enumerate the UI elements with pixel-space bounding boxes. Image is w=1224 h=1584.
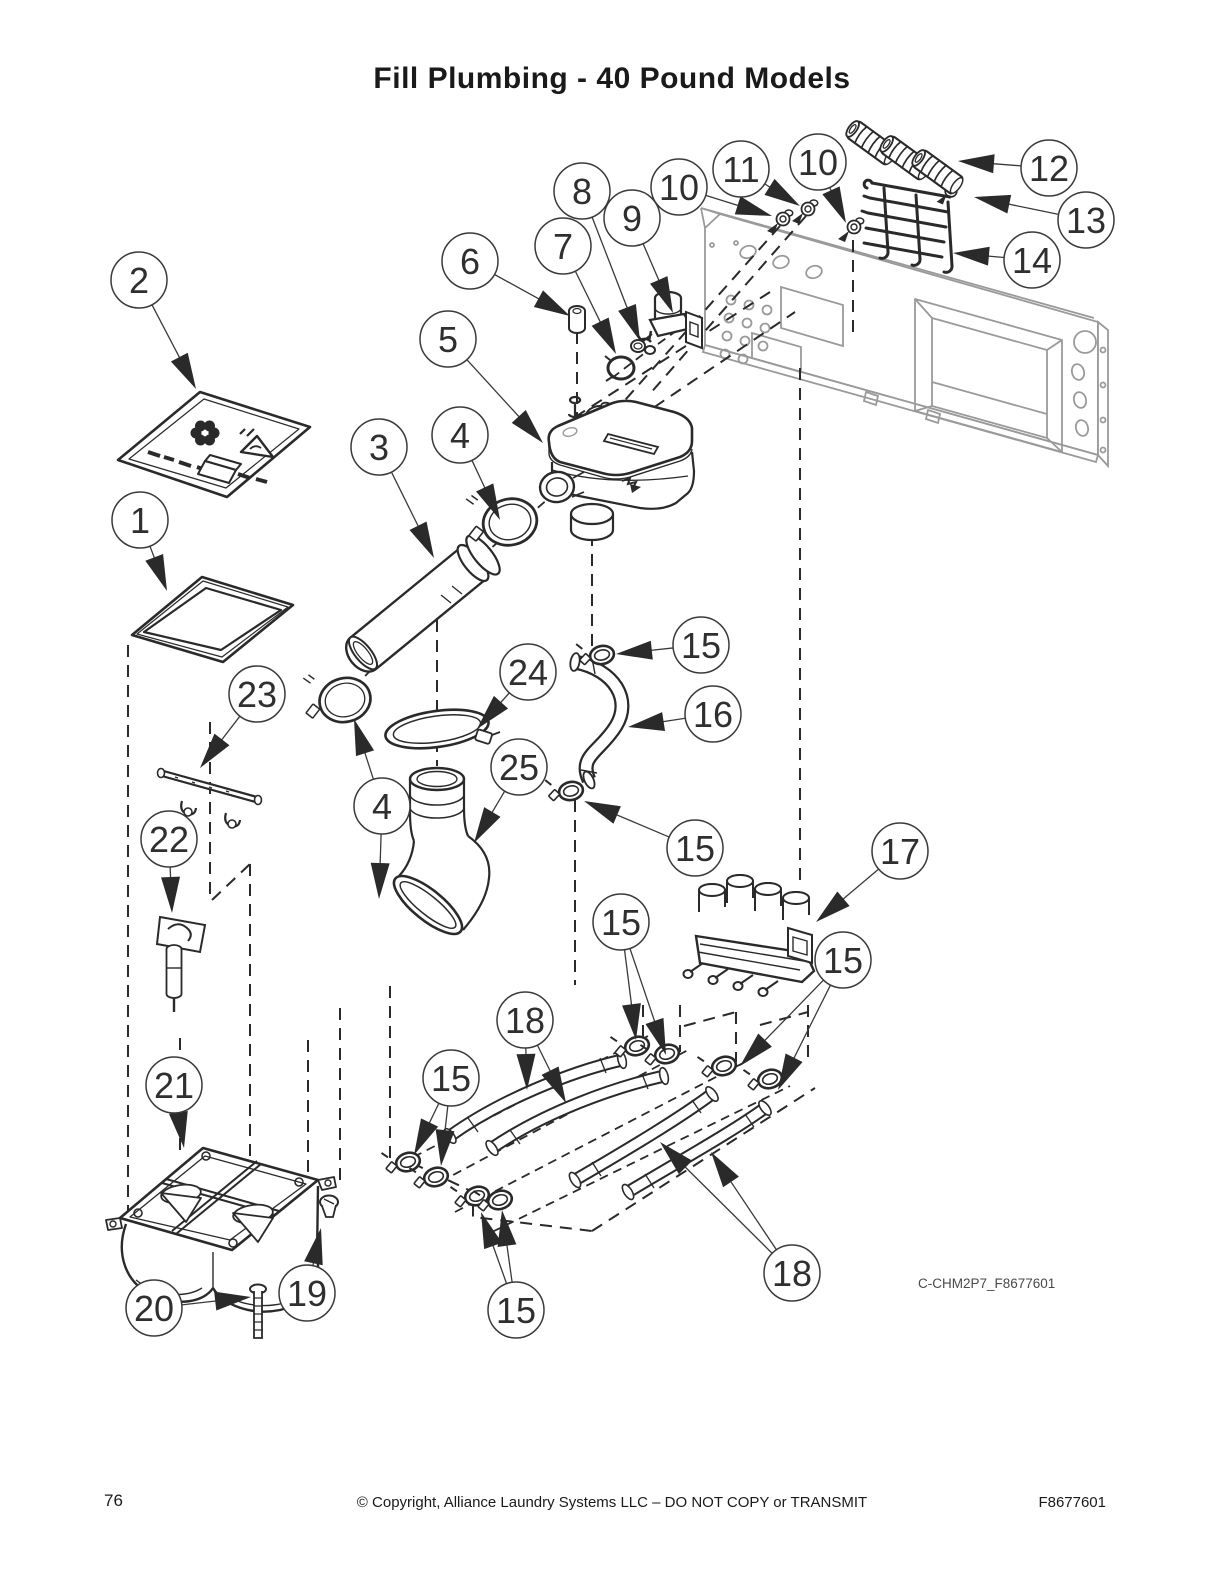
leader-line (391, 472, 420, 531)
callout-12 (958, 140, 1077, 196)
balloon-number: 10 (658, 167, 700, 208)
callout-25 (474, 739, 547, 843)
leader-line (612, 813, 670, 837)
balloon-number: 2 (128, 260, 150, 301)
leader-arrowhead (200, 734, 229, 768)
vacuum-breaker-tank (538, 397, 694, 540)
callout-15 (593, 894, 666, 1055)
projection-dashes (128, 216, 853, 1238)
leader-line (761, 980, 824, 1044)
leader-arrowhead (145, 554, 167, 591)
page-title: Fill Plumbing - 40 Pound Models (373, 62, 851, 95)
leader-arrowhead (161, 877, 180, 913)
leader-arrowhead (592, 317, 616, 354)
balloon-number: 24 (507, 652, 549, 693)
balloon-number: 25 (498, 747, 540, 788)
dispenser-lid (118, 392, 310, 497)
fill-tube (344, 531, 505, 674)
balloon-number: 14 (1011, 240, 1053, 281)
balloon-number: 7 (552, 226, 574, 267)
balloon-number: 15 (600, 902, 642, 943)
callout-15 (616, 617, 729, 673)
callout-22 (141, 811, 197, 913)
leader-arrowhead (304, 1228, 323, 1265)
leader-arrowhead (171, 353, 196, 389)
balloon-number: 4 (449, 415, 471, 456)
callout-19 (279, 1228, 335, 1321)
leader-arrowhead (498, 1210, 517, 1247)
leader-line (1003, 203, 1058, 214)
hose-clamp-4b (297, 662, 375, 732)
balloon-number: 23 (236, 674, 278, 715)
leader-arrowhead (822, 186, 846, 223)
leader-line (506, 1240, 512, 1283)
callout-1 (112, 492, 168, 591)
footer-copyright: © Copyright, Alliance Laundry Systems LLC – DO NOT COPY or TRANSMIT (356, 1494, 868, 1511)
band-clamp (383, 704, 500, 754)
leader-arrowhead (414, 1118, 438, 1155)
balloon-number: 8 (571, 171, 593, 212)
leader-line (495, 274, 544, 301)
formed-hose-16 (569, 652, 622, 790)
callout-15 (414, 1050, 479, 1166)
balloon-number: 18 (504, 1000, 546, 1041)
leader-arrowhead (628, 712, 665, 731)
figure-code: C-CHM2P7_F8677601 (918, 1276, 1056, 1291)
leader-arrowhead (584, 801, 621, 824)
water-valve-assembly (684, 875, 815, 996)
callout-20 (126, 1280, 251, 1336)
callout-3 (351, 419, 434, 558)
leader-arrowhead (169, 1111, 188, 1148)
leader-arrowhead (371, 863, 390, 899)
balloon-number: 1 (129, 500, 151, 541)
leader-arrowhead (735, 196, 772, 216)
balloon-number: 4 (371, 786, 393, 827)
leader-line (728, 1177, 777, 1250)
callout-14 (953, 232, 1060, 288)
balloon-number: 15 (495, 1290, 537, 1331)
leader-arrowhead (477, 696, 508, 729)
leader-arrowhead (816, 892, 850, 922)
balloon-number: 15 (430, 1058, 472, 1099)
balloon-number: 17 (879, 831, 921, 872)
leader-arrowhead (436, 1129, 455, 1166)
leader-arrowhead (974, 195, 1011, 214)
dispenser-screw (320, 1196, 338, 1218)
footer-page-number: 76 (104, 1491, 123, 1510)
leader-arrowhead (534, 290, 570, 316)
balloon-number: 10 (797, 142, 839, 183)
balloon-number: 12 (1028, 148, 1070, 189)
leader-arrowhead (958, 154, 995, 173)
callout-2 (111, 252, 196, 389)
seal-ring (605, 356, 634, 381)
leader-arrowhead (474, 807, 501, 843)
nozzle (157, 917, 205, 1012)
callout-24 (477, 644, 556, 729)
callout-4 (432, 407, 500, 520)
balloon-number: 3 (368, 427, 390, 468)
leader-arrowhead (410, 522, 434, 558)
balloon-number: 6 (459, 241, 481, 282)
balloon-number: 16 (692, 694, 734, 735)
leader-line (839, 869, 879, 903)
callout-18 (660, 1142, 820, 1301)
callout-11 (713, 141, 800, 206)
callout-16 (628, 686, 741, 742)
balloon-number: 15 (680, 625, 722, 666)
balloon-number: 15 (674, 828, 716, 869)
callout-10 (790, 134, 846, 223)
callout-17 (816, 823, 928, 922)
callout-15 (584, 801, 723, 876)
balloon-number: 18 (771, 1253, 813, 1294)
leader-line (625, 950, 633, 1010)
callout-23 (200, 666, 285, 768)
lid-gasket (132, 577, 293, 662)
leader-line (152, 305, 182, 363)
footer-document-number: F8677601 (1038, 1494, 1106, 1511)
leader-arrowhead (622, 1003, 641, 1040)
leader-line (791, 985, 830, 1063)
balloon-number: 15 (822, 940, 864, 981)
leader-arrowhead (618, 304, 640, 341)
balloon-number: 21 (153, 1065, 195, 1106)
callout-21 (146, 1057, 202, 1148)
balloon-number: 13 (1065, 200, 1107, 241)
balloon-number: 19 (286, 1273, 328, 1314)
standpipe-cap (569, 306, 585, 333)
screw-10b (838, 218, 864, 242)
leader-line (643, 244, 661, 286)
leader-arrowhead (616, 641, 653, 660)
leader-arrowhead (953, 247, 990, 266)
leader-arrowhead (778, 1054, 803, 1090)
balloon-number: 22 (148, 819, 190, 860)
leader-arrowhead (214, 1292, 251, 1311)
balloon-number: 11 (722, 149, 760, 190)
leader-arrowhead (764, 179, 800, 206)
leader-arrowhead (512, 410, 543, 443)
leader-arrowhead (711, 1152, 739, 1187)
callout-15 (481, 1210, 544, 1338)
balloon-number: 20 (133, 1288, 175, 1329)
balloon-number: 5 (437, 319, 459, 360)
balloon-number: 9 (621, 198, 643, 239)
leader-arrowhead (354, 719, 374, 756)
